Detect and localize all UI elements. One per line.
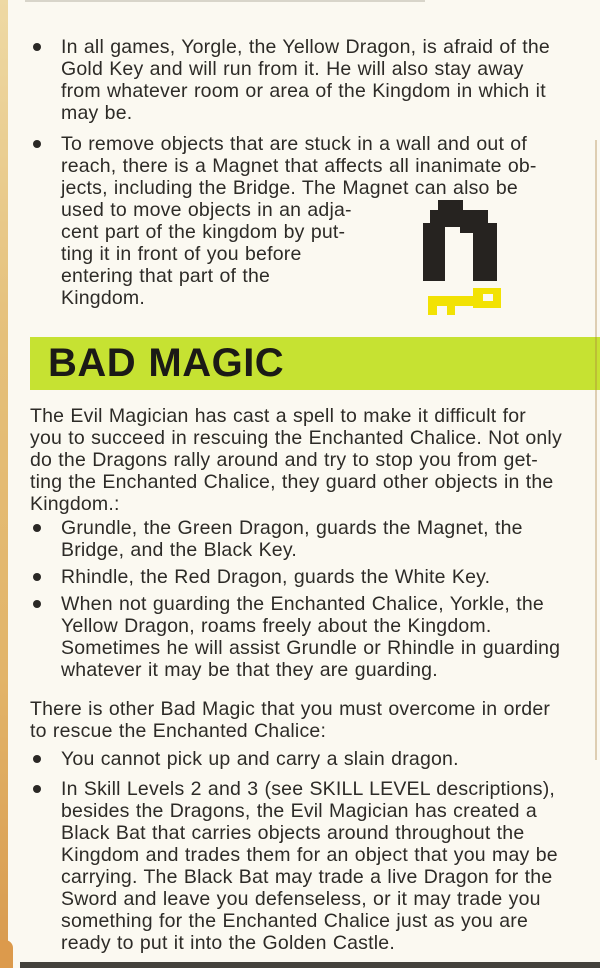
gold-key-pixel-art (421, 286, 506, 318)
page-edge-top (25, 0, 425, 2)
bullet-text: When not guarding the Enchanted Chalice, Yorkle, the Yellow Dragon, roams freely about the Kingdom. Sometimes he will assist Grundle or Rhindle in guarding whatever it may be that they are guarding. (61, 593, 561, 681)
next-section-strip (20, 962, 600, 968)
bullet-text: In all games, Yorgle, the Yellow Dragon, is afraid of the Gold Key and will run from it. He will also stay away from whatever room or area of the Kingdom in which it may be. (61, 36, 550, 124)
paragraph: There is other Bad Magic that you must overcome in order to rescue the Enchanted Chalice: (30, 698, 551, 742)
bullet-icon (33, 140, 41, 148)
bullet-icon (33, 785, 41, 793)
bullet-icon (33, 573, 41, 581)
bullet-item (0, 778, 600, 954)
section-header-bar (30, 337, 600, 390)
bullet-item (0, 36, 600, 124)
bullet-text: In Skill Levels 2 and 3 (see SKILL LEVEL descriptions), besides the Dragons, the Evil Magician has created a Black Bat that carries objects around throughout the Kingdom and trades them for an object that you may be carrying. The Black Bat may trade a live Dragon for the Sword and leave you defenseless, or it may trade you something for the Enchanted Chalice just as you are ready to put it into the Golden Castle. (61, 778, 558, 954)
bullet-icon (33, 524, 41, 532)
page-edge-right (595, 140, 597, 760)
bullet-text: You cannot pick up and carry a slain dragon. (61, 748, 459, 770)
section-title: BAD MAGIC (48, 341, 285, 385)
bullet-item (0, 566, 600, 588)
bullet-text: To remove objects that are stuck in a wall and out of reach, there is a Magnet that affects all inanimate ob- jects, including the Bridge. The Magnet can also be used to move objects in an adja- cent part of the kingdom by put- ting it in front of you before entering that part of the Kingdom. (61, 133, 537, 309)
paragraph: The Evil Magician has cast a spell to make it difficult for you to succeed in rescuing the Enchanted Chalice. Not only do the Dragons rally around and try to stop you from get- ting the Enchanted Chalice, they guard other objects in the Kingdom.: (30, 405, 562, 515)
bullet-icon (33, 600, 41, 608)
bullet-item (0, 748, 600, 770)
bullet-item (0, 517, 600, 561)
bullet-text: Grundle, the Green Dragon, guards the Magnet, the Bridge, and the Black Key. (61, 517, 523, 561)
bullet-item (0, 593, 600, 681)
page-edge-corner (0, 940, 13, 968)
bullet-icon (33, 755, 41, 763)
magnet-pixel-art (421, 198, 501, 283)
page-edge-left (0, 0, 8, 968)
bullet-text: Rhindle, the Red Dragon, guards the White Key. (61, 566, 491, 588)
bullet-icon (33, 43, 41, 51)
bullet-item (0, 133, 600, 309)
